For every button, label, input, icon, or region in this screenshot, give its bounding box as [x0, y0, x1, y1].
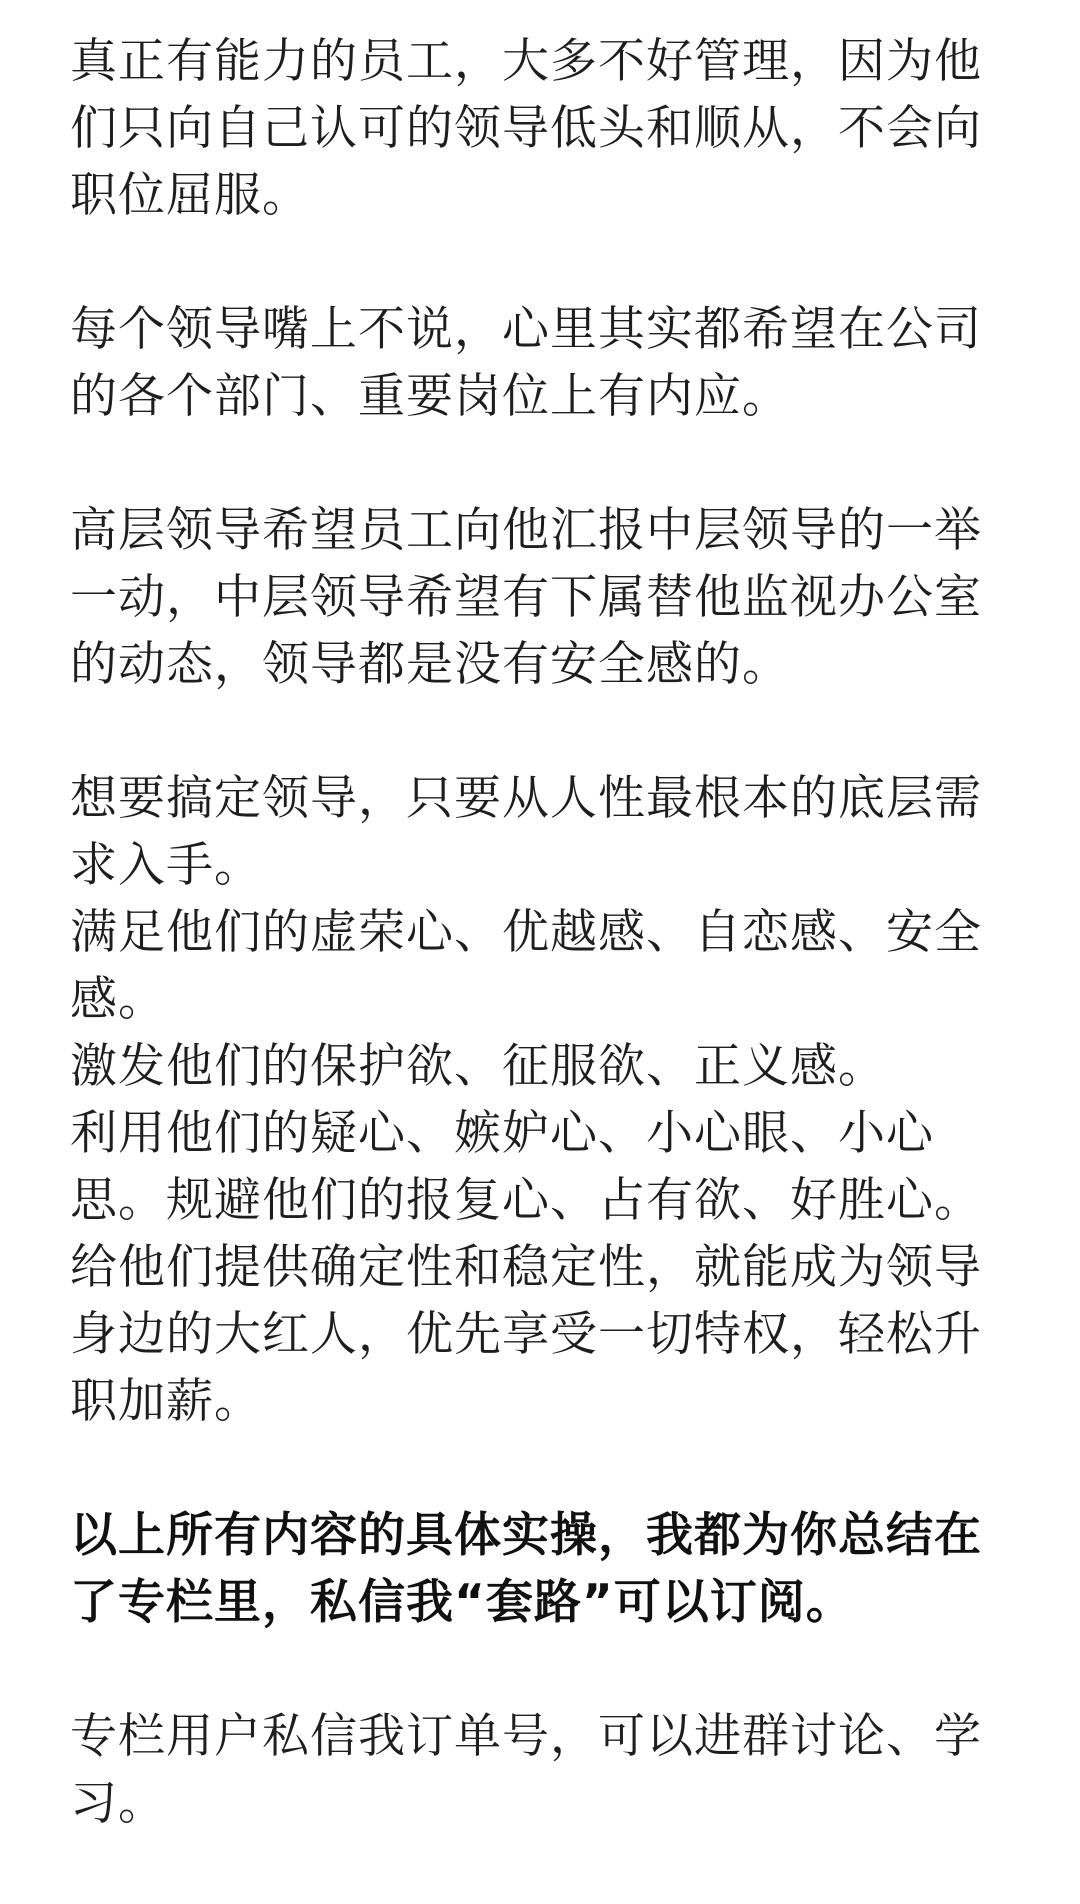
- paragraph: 想要搞定领导，只要从人性最根本的底层需求入手。: [70, 771, 982, 893]
- paragraph: 专栏用户私信我订单号，可以进群讨论、学习。: [70, 1709, 982, 1831]
- paragraph: 真正有能力的员工，大多不好管理，因为他们只向自己认可的领导低头和顺从，不会向职位屈服。: [70, 34, 982, 223]
- paragraph: 激发他们的保护欲、征服欲、正义感。: [70, 1039, 886, 1094]
- paragraph: 高层领导希望员工向他汇报中层领导的一举一动，中层领导希望有下属替他监视办公室的动态，领导都是没有安全感的。: [70, 503, 982, 692]
- paragraph: 每个领导嘴上不说，心里其实都希望在公司的各个部门、重要岗位上有内应。: [70, 302, 982, 424]
- paragraph: 满足他们的虚荣心、优越感、自恋感、安全感。: [70, 905, 982, 1027]
- paragraph: 利用他们的疑心、嫉妒心、小心眼、小心思。规避他们的报复心、占有欲、好胜心。: [70, 1106, 982, 1228]
- subscription-callout: 以上所有内容的具体实操，我都为你总结在了专栏里，私信我“套路”可以订阅。: [70, 1508, 982, 1630]
- paragraph: 给他们提供确定性和稳定性，就能成为领导身边的大红人，优先享受一切特权，轻松升职加薪。: [70, 1240, 982, 1429]
- article-body: [70, 28, 1010, 1904]
